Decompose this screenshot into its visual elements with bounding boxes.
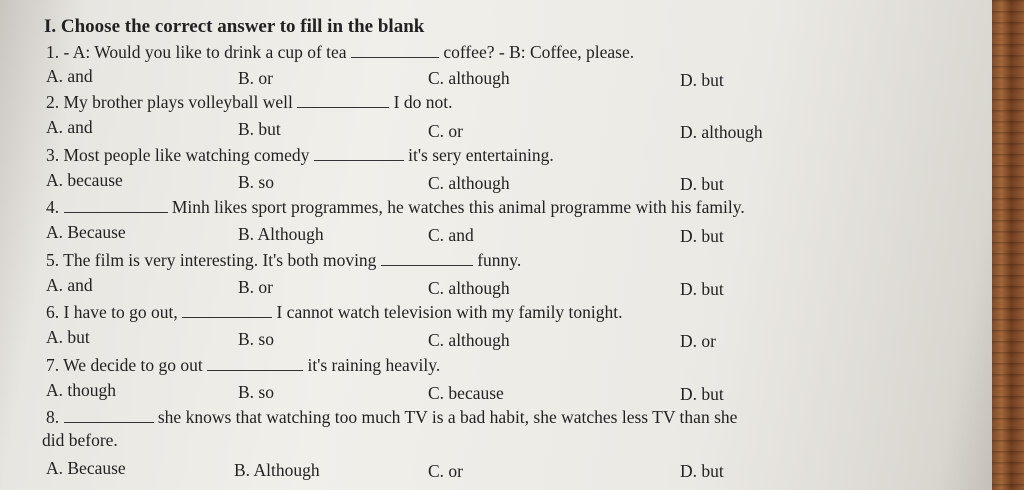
question-2-text-before: 2. My brother plays volleyball well bbox=[46, 92, 293, 112]
option-3-c[interactable]: C. although bbox=[428, 173, 510, 193]
option-7-a[interactable]: A. though bbox=[46, 380, 116, 400]
option-8-d[interactable]: D. but bbox=[680, 461, 724, 481]
option-8-a[interactable]: A. Because bbox=[46, 458, 126, 478]
answer-blank-6 bbox=[182, 305, 272, 318]
option-5-a[interactable]: A. and bbox=[46, 275, 93, 295]
option-3-b[interactable]: B. so bbox=[238, 172, 274, 192]
answer-blank-5 bbox=[381, 253, 473, 266]
option-2-c[interactable]: C. or bbox=[428, 121, 463, 141]
question-2-text-after: I do not. bbox=[393, 92, 453, 112]
question-6-text-before: 6. I have to go out, bbox=[46, 302, 178, 322]
question-3 bbox=[46, 145, 554, 166]
question-8-text-before: 8. bbox=[46, 407, 60, 427]
question-6-text-after: I cannot watch television with my family tonight. bbox=[276, 302, 623, 322]
option-5-d[interactable]: D. but bbox=[680, 279, 724, 299]
option-1-b[interactable]: B. or bbox=[238, 68, 273, 88]
wood-grain-texture bbox=[992, 0, 1024, 490]
question-3-text-after: it's sery entertaining. bbox=[408, 145, 554, 165]
option-4-a[interactable]: A. Because bbox=[46, 222, 126, 242]
question-4-text-after: Minh likes sport programmes, he watches this animal programme with his family. bbox=[171, 197, 745, 217]
option-2-a[interactable]: A. and bbox=[46, 117, 93, 137]
question-4-text-before: 4. bbox=[46, 197, 60, 217]
option-1-c[interactable]: C. although bbox=[428, 68, 510, 88]
option-3-d[interactable]: D. but bbox=[680, 174, 724, 194]
question-4 bbox=[46, 197, 745, 218]
question-5-text-before: 5. The film is very interesting. It's both moving bbox=[46, 250, 377, 270]
option-8-b[interactable]: B. Although bbox=[234, 460, 320, 480]
option-1-d[interactable]: D. but bbox=[680, 70, 724, 90]
option-2-b[interactable]: B. but bbox=[238, 119, 281, 139]
option-6-c[interactable]: C. although bbox=[428, 330, 510, 350]
worksheet-title: I. Choose the correct answer to fill in the blank bbox=[44, 16, 425, 37]
option-8-c[interactable]: C. or bbox=[428, 461, 463, 481]
question-8-continuation: did before. bbox=[42, 430, 118, 450]
question-5-text-after: funny. bbox=[477, 250, 522, 270]
option-3-a[interactable]: A. because bbox=[46, 170, 123, 190]
answer-blank-1 bbox=[351, 45, 439, 58]
option-5-b[interactable]: B. or bbox=[238, 277, 273, 297]
question-8 bbox=[46, 407, 737, 428]
question-2 bbox=[46, 92, 452, 113]
question-7 bbox=[46, 355, 440, 376]
option-7-c[interactable]: C. because bbox=[428, 383, 504, 403]
question-1-text-before: 1. - A: Would you like to drink a cup of tea bbox=[46, 42, 347, 62]
question-1 bbox=[46, 42, 634, 63]
answer-blank-7 bbox=[207, 358, 303, 371]
option-6-a[interactable]: A. but bbox=[46, 327, 90, 347]
option-4-c[interactable]: C. and bbox=[428, 225, 474, 245]
answer-blank-3 bbox=[314, 148, 404, 161]
option-5-c[interactable]: C. although bbox=[428, 278, 510, 298]
option-4-b[interactable]: B. Although bbox=[238, 224, 324, 244]
question-5 bbox=[46, 250, 521, 271]
question-3-text-before: 3. Most people like watching comedy bbox=[46, 145, 310, 165]
question-7-text-after: it's raining heavily. bbox=[307, 355, 441, 375]
option-2-d[interactable]: D. although bbox=[680, 122, 763, 142]
question-7-text-before: 7. We decide to go out bbox=[46, 355, 203, 375]
option-6-d[interactable]: D. or bbox=[680, 331, 716, 351]
option-6-b[interactable]: B. so bbox=[238, 329, 274, 349]
answer-blank-8 bbox=[64, 410, 154, 423]
question-8-text-after: she knows that watching too much TV is a bad habit, she watches less TV than she bbox=[157, 407, 738, 427]
option-7-b[interactable]: B. so bbox=[238, 382, 274, 402]
question-6 bbox=[46, 302, 623, 323]
option-4-d[interactable]: D. but bbox=[680, 226, 724, 246]
answer-blank-2 bbox=[297, 95, 389, 108]
option-1-a[interactable]: A. and bbox=[46, 66, 93, 86]
answer-blank-4 bbox=[64, 200, 168, 213]
option-7-d[interactable]: D. but bbox=[680, 384, 724, 404]
question-1-text-after: coffee? - B: Coffee, please. bbox=[443, 42, 635, 62]
